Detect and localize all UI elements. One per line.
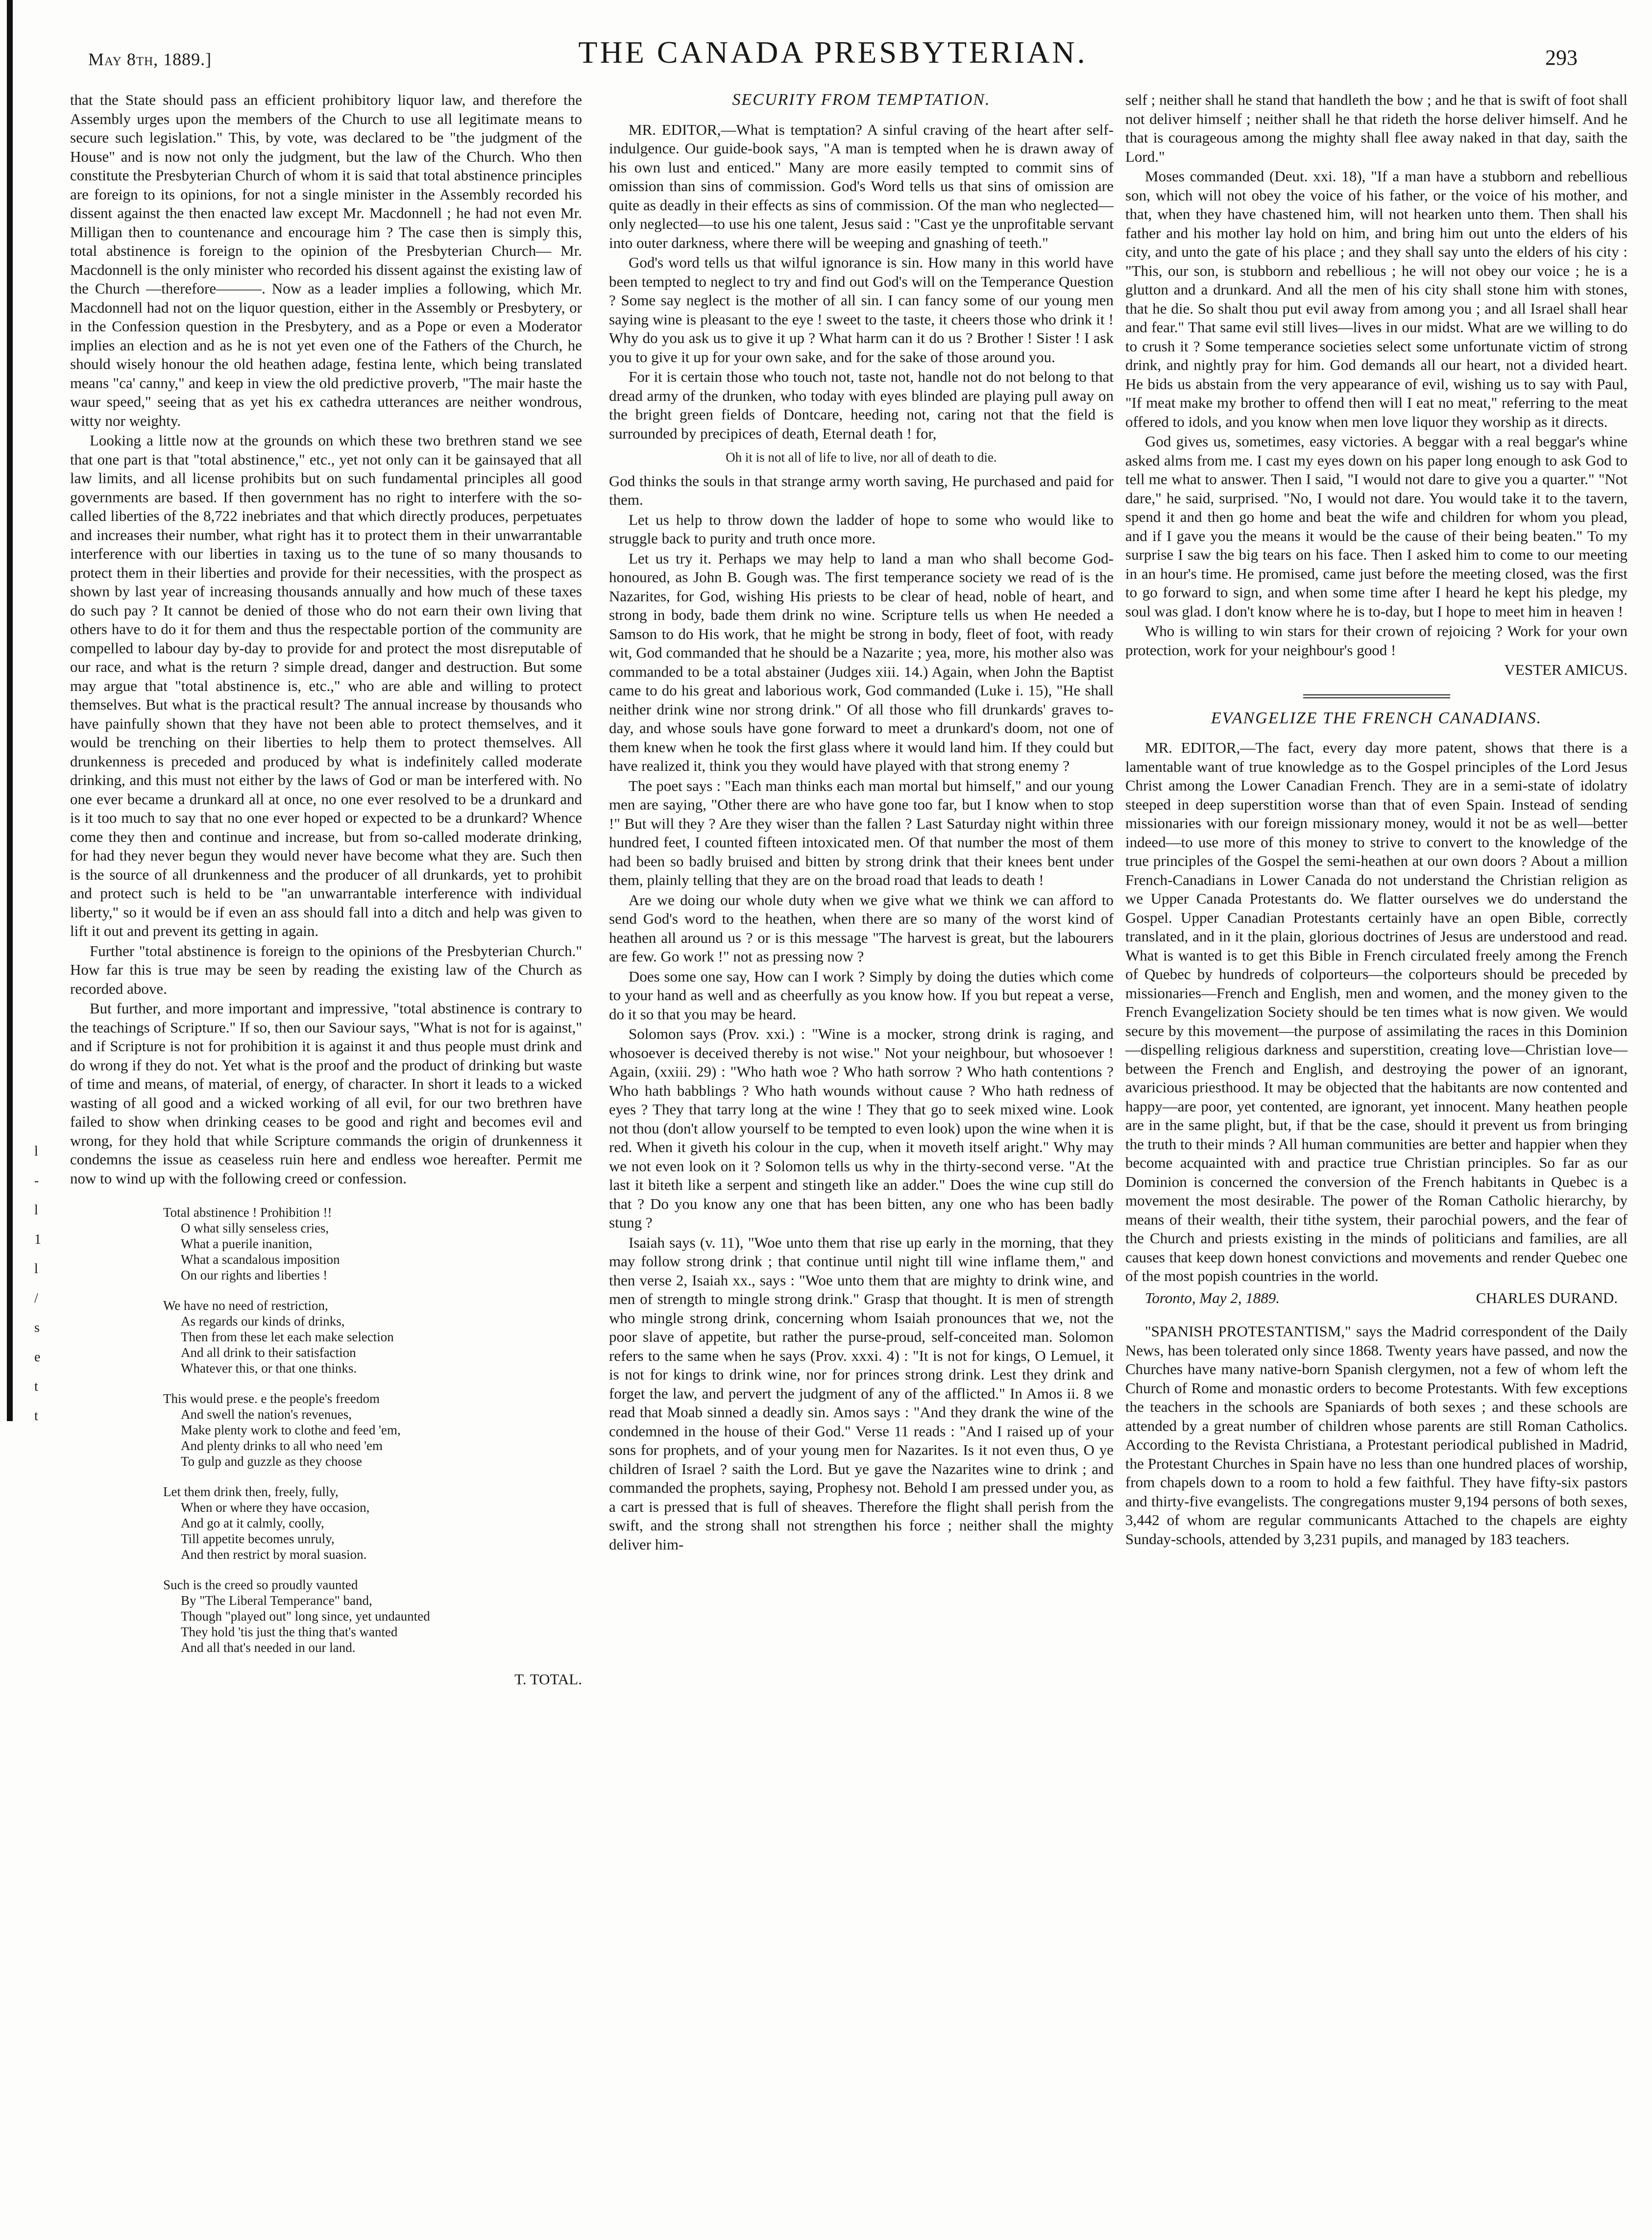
poem-line: By "The Liberal Temperance" band, — [181, 1593, 372, 1608]
col2-paragraph: For it is certain those who touch not, taste not, handle not do not belong to that dread army of the drunken, who today with eyes blinded are playing pull away on the bright green fields of Dontcare, heeding not, caring not that the field is surrounded by precipices of death, Eternal death ! for, — [609, 368, 1114, 442]
page-number: 293 — [1545, 46, 1578, 70]
poem-line: As regards our kinds of drinks, — [181, 1314, 345, 1329]
poem-stanza — [163, 1391, 582, 1469]
col2-paragraph: The poet says : "Each man thinks each man mortal but himself," and our young men are saying, "Other there are who have gone too far, but I know when to stop !" But will they ? Are they wiser than the fallen ? Last Saturday night within three hundred feet, I counted fifteen intoxicated men. Of that number the most of them had been so badly bruised and bitten by strong drink that their knees bent under them, plainly telling that they are on the broad road that leads to death ! — [609, 777, 1114, 888]
poem-line: And go at it calmly, coolly, — [181, 1516, 324, 1530]
column-1 — [70, 91, 582, 1689]
margin-mark: l — [34, 1203, 38, 1218]
margin-marks — [34, 1137, 54, 1431]
poem-line: Total abstinence ! Prohibition !! — [163, 1205, 332, 1220]
col3-paragraph: self ; neither shall he stand that handleth the bow ; and he that is swift of foot shall not deliver himself ; neither shall he that rideth the horse deliver himself. And he that is courageous among the mighty shall flee away naked in that day, saith the Lord." — [1125, 91, 1628, 165]
signature-charles-durand: CHARLES DURAND. — [1476, 1289, 1618, 1306]
poem-stanza — [163, 1484, 582, 1562]
poem-line: On our rights and liberties ! — [181, 1268, 328, 1282]
poem-line: Till appetite becomes unruly, — [181, 1531, 335, 1546]
col2-paragraph: Solomon says (Prov. xxi.) : "Wine is a mocker, strong drink is raging, and whosoever is deceived thereby is not wise." Not your neighbour, but whosoever ! Again, (xxiii. 29) : "Who hath woe ? Who hath sorrow ? Who hath contentions ? Who hath babblings ? Who hath wounds without cause ? Who hath redness of eyes ? They that tarry long at the wine ! They that go to seek mixed wine. Look not thou (don't allow yourself to be tempted to even look) upon the wine when it is red. When it giveth his colour in the cup, when it moveth itself aright." Why may we not even look on it ? Solomon tells us why in the thirty-second verse. "At the last it biteth like a serpent and stingeth like an adder." Does the wine cup still do that ? Do you know any one that has been bitten, any one who has been badly stung ? — [609, 1025, 1114, 1231]
col1-paragraph: Further "total abstinence is foreign to the opinions of the Presbyterian Church." How far this is true may be seen by reading the existing law of the Church as recorded above. — [70, 942, 582, 997]
poem-stanza — [163, 1205, 582, 1283]
section-divider — [1303, 694, 1450, 698]
poem-line: Such is the creed so proudly vaunted — [163, 1577, 358, 1592]
col2-paragraph: Let us try it. Perhaps we may help to land a man who shall become God-honoured, as John B. Gough was. The first temperance society we read of is the Nazarites, for God, wishing His priests to be clear of head, noble of heart, and strong in body, bade them drink no wine. Scripture tells us when He needed a Samson to do His work, that he might be strong in body, fleet of foot, with ready wit, God commanded that he should be a Nazarite ; yea, more, his mother also was commanded to be a total abstainer (Judges xiii. 14.) Again, when John the Baptist came to do his great and laborious work, God commanded (Luke i. 15), "He shall neither drink wine nor strong drink." Of all those who fill drunkards' graves to-day, and whose souls have gone forward to meet a drunkard's doom, not one of them knew when he took the first glass where it would land him. If they could but have realized it, think you they would have played with that strong enemy ? — [609, 549, 1114, 774]
col3-paragraph: Who is willing to win stars for their crown of rejoicing ? Work for your own protection, work for your neighbour's good ! — [1125, 622, 1628, 659]
col2-paragraph: MR. EDITOR,—What is temptation? A sinful craving of the heart after self-indulgence. Our guide-book says, "A man is tempted when he is drawn away of his own lust and enticed." Many are more easily tempted to commit sins of omission than sins of commission. God's Word tells us that sins of omission are quite as deadly in their effects as sins of commission. Of the man who neglected—only neglected—to use his one talent, Jesus said : "Cast ye the unprofitable servant into outer darkness, where there will be weeping and gnashing of teeth." — [609, 121, 1114, 251]
col2-paragraph: Are we doing our whole duty when we give what we think we can afford to send God's word to the heathen, when there are so many of the worst kind of heathen all around us ? or is this message "The harvest is great, but the labourers are few. Go work !" not as pressing now ? — [609, 891, 1114, 965]
margin-mark: l — [34, 1261, 38, 1277]
col2-paragraph: Let us help to throw down the ladder of hope to some who would like to struggle back to purity and truth once more. — [609, 511, 1114, 547]
article-title-security: SECURITY FROM TEMPTATION. — [732, 91, 991, 109]
margin-mark: s — [34, 1320, 40, 1335]
masthead-title: THE CANADA PRESBYTERIAN. — [578, 35, 1088, 70]
dateline — [1145, 1289, 1618, 1308]
poem-line: Though "played out" long since, yet undaunted — [181, 1609, 430, 1624]
dateline-place-date: Toronto, May 2, 1889. — [1145, 1289, 1280, 1306]
poem-line: They hold 'tis just the thing that's wanted — [181, 1625, 398, 1639]
margin-mark: l — [34, 1144, 38, 1159]
poem-line: And all drink to their satisfaction — [181, 1345, 356, 1360]
poem-line: Make plenty work to clothe and feed 'em, — [181, 1423, 401, 1437]
col3-paragraph: "SPANISH PROTESTANTISM," says the Madrid correspondent of the Daily News, has been tolerated only since 1868. Twenty years have passed, and now the Churches have many native-born Spanish clergymen, not a few of whom left the Church of Rome and monastic orders to become Protestants. With few exceptions the teachers in the schools are Spaniards of both sexes ; and these schools are attended by a great number of children whose parents are still Roman Catholics. According to the Revista Christiana, a Protestant periodical published in Madrid, the Protestant Churches in Spain have no less than one hundred places of worship, from chapels down to a room to hold a few faithful. They have fifty-six pastors and thirty-five evangelists. The congregations muster 9,194 persons of both sexes, 3,442 of whom are regular communicants Attached to the chapels are eighty Sunday-schools, attended by 3,231 pupils, and managed by 183 teachers. — [1125, 1323, 1628, 1548]
poem-creed — [163, 1205, 582, 1655]
col2-paragraph: Isaiah says (v. 11), "Woe unto them that rise up early in the morning, that they may follow strong drink ; that continue until night till wine inflame them," and then verse 2, Isaiah xx., says : "Woe unto them that are mighty to drink wine, and men of strength to mingle strong drink." Grasp that thought. It is men of strength who mingle strong drink, concerning whom Isaiah pronounces that we, not the poor slave of appetite, but rather the purse-proud, self-conceited man. Solomon refers to the same when he says (Prov. xxxi. 4) : "It is not for kings, O Lemuel, it is not for kings to drink wine, nor for princes strong drink. Lest they drink and forget the law, and pervert the judgment of any of the afflicted." In Amos ii. 8 we read that Moab sinned a deadly sin. Amos says : "And they drank the wine of the condemned in the house of their God." Verse 11 reads : "And I raised up of your sons for prophets, and of your young men for Nazarites. Is it not even thus, O ye children of Israel ? saith the Lord. But ye gave the Nazarites wine to drink ; and commanded the prophets, saying, Prophesy not. Behold I am pressed under you, as a cart is pressed that is full of sheaves. Therefore the flight shall perish from the swift, and the strong shall not strengthen his force ; neither shall the mighty deliver him- — [609, 1233, 1114, 1553]
margin-mark: 1 — [34, 1232, 41, 1247]
poem-line: And plenty drinks to all who need 'em — [181, 1438, 383, 1453]
margin-mark: t — [34, 1379, 38, 1394]
poem-line: When or where they have occasion, — [181, 1500, 370, 1515]
poem-line: We have no need of restriction, — [163, 1298, 328, 1313]
poem-stanza — [163, 1577, 582, 1655]
column-3 — [1125, 91, 1628, 1549]
poem-line: Whatever this, or that one thinks. — [181, 1361, 357, 1376]
poem-line: And all that's needed in our land. — [181, 1640, 356, 1655]
col2-paragraph: Does some one say, How can I work ? Simply by doing the duties which come to your hand as well and as cheerfully as you know how. If you but repeat a verse, do it so that you may be heard. — [609, 967, 1114, 1023]
signature-vester-amicus: VESTER AMICUS. — [1504, 661, 1628, 678]
scan-edge-bar — [7, 0, 13, 1421]
margin-mark: e — [34, 1350, 41, 1365]
signature-t-total: T. TOTAL. — [514, 1671, 582, 1688]
column-2 — [609, 91, 1114, 1554]
col2-paragraph: God thinks the souls in that strange army worth saving, He purchased and paid for them. — [609, 472, 1114, 508]
poem-line: And swell the nation's revenues, — [181, 1407, 352, 1422]
poem-line: O what silly senseless cries, — [181, 1221, 329, 1235]
col1-paragraph: Looking a little now at the grounds on which these two brethren stand we see that one part is that "total abstinence," etc., yet not only can it be gainsayed that all law limits, and all license prohibits but on such fundamental principles all good governments are based. If then government has no right to interfere with the so-called liberties of the 8,722 inebriates and that which directly produces, perpetuates and increases their number, what right has it to protect them in their unwarrantable interference with our liberties in taxing us to the tune of so many thousands to protect them in their liberties and provide for their necessities, with the prospect as shown by last year of increasing thousands annually and how much of these taxes do such pay ? It cannot be denied of those who do not earn their own living that others have to do it for them and thus the respectable portion of the community are compelled to labour day by-day to provide for and protect the most disreputable of our race, and what is the return ? simple dread, danger and destruction. But some may argue that "total abstinence is, etc.," who are able and willing to protect themselves. But what is the practical result? The annual increase by thousands who have painfully shown that they have not been able to protect themselves, and it would be trenching on their liberties to help them to protect themselves. All drunkenness is preceded and produced by what is indefinitely called moderate drinking, and this must not either by the laws of God or man be interfered with. No one ever became a drunkard all at once, no one ever resolved to be a drunkard and is it too much to say that no one ever hoped or expected to be a drunkard? Whence come they then and continue and increase, but from so-called moderate drinking, for had they never begun they would never have become what they are. Such then is the source of all drunkenness and the producer of all drunkards, yet to prohibit and protect such is held to be "an unwarrantable interference with individual liberty," so it would be if even an ass should fall into a ditch and help was given to lift it out and prevent its getting in again. — [70, 432, 582, 939]
poem-line: This would prese. e the people's freedom — [163, 1391, 380, 1406]
margin-mark: t — [34, 1408, 38, 1424]
poem-line: To gulp and guzzle as they choose — [181, 1454, 362, 1469]
poetic-quote: Oh it is not all of life to live, nor all of death to die. — [726, 450, 997, 465]
col1-paragraph: that the State should pass an efficient prohibitory liquor law, and therefore the Assembly urges upon the members of the Church to use all legitimate means to secure such legislation." This, by vote, was declared to be "the judgment of the House" and is now not only the judgment, but the law of the Church. Who then constitute the Presbyterian Church of whom it is said that total abstinence principles are foreign to its opinions, for not a single minister in the Assembly recorded his dissent against the then enacted law except Mr. Macdonnell ; he had not even Mr. Milligan then to countenance and encourage him ? The case then is simply this, total abstinence is foreign to the opinion of the Presbyterian Church— Mr. Macdonnell is the only minister who recorded his dissent against the existing law of the Church —therefore———. Now as a leader implies a following, which Mr. Macdonnell had not on the liquor question, either in the Assembly or Presbytery, or in the Confession question in the Presbytery, and as a Pope or even a Moderator implies an election and as he is not yet even one of the Fathers of the Church, he should wisely honour the old heathen adage, festina lente, which being translated means "ca' canny," and keep in view the old predictive proverb, "The mair haste the waur speed," seeing that as yet his ex cathedra utterances are neither wondrous, witty nor weighty. — [70, 91, 582, 429]
col3-paragraph: Moses commanded (Deut. xxi. 18), "If a man have a stubborn and rebellious son, which will not obey the voice of his father, or the voice of his mother, and that, when they have chastened him, will not hearken unto them. Then shall his father and his mother lay hold on him, and bring him out unto the elders of his city, and unto the gate of his place ; and they shall say unto the elders of his city : "This, our son, is stubborn and rebellious ; he will not obey our voice ; he is a glutton and a drunkard. And all the men of his city shall stone him with stones, that he die. So shalt thou put evil away from among you ; and all Israel shall hear and fear." That same evil still lives—lives in our midst. What are we willing to do to crush it ? Some temperance societies select some unfortunate victim of strong drink, and nightly pray for him. God demands all our heart, not a divided heart. He bids us abstain from the very appearance of evil, wishing us to say with Paul, "If meat make my brother to offend then will I eat no meat," referring to the meat offered to idols, and you know when men love liquor they worship as it directs. — [1125, 168, 1628, 430]
poem-line: Let them drink then, freely, fully, — [163, 1484, 339, 1499]
col3-paragraph: MR. EDITOR,—The fact, every day more patent, shows that there is a lamentable want of true knowledge as to the Gospel principles of the Lord Jesus Christ among the Lower Canadian French. They are in a semi-state of idolatry steeped in deep superstition worse than that of even Spain. Instead of sending missionaries with our foreign missionary money, would it not be as well—better indeed—to use more of this money to strive to convert to the knowledge of the true principles of the Gospel the semi-heathen at our own doors ? About a million French-Canadians in Lower Canada do not understand the Christian religion as we Upper Canada Protestants do. We flatter ourselves we do understand the Gospel. Upper Canadian Protestants certainly have an open Bible, correctly translated, and in it the plain, glorious doctrines of Jesus are understood and read. What is wanted is to get this Bible in French circulated freely among the French of Quebec by hundreds of colporteurs—the colporteurs should be preceded by missionaries—French and English, men and women, and the money given to the French Evangelization Society should be ten times what is now given. We would secure by this movement—the purpose of assimilating the races in this Dominion—dispelling religious darkness and superstition, creating love—Christian love—between the French and English, and destroying the power of an ignorant, avaricious priesthood. It may be objected that the habitants are now contented and happy—are poor, yet contented, are ignorant, yet innocent. Many heathen people are in the same plight, but, if that be the case, should it prevent us from bringing the truth to their minds ? All human communities are better and happier when they become acquainted with and practice true Christian principles. So far as our Dominion is concerned the conversion of the French habitants in Quebec is a movement the most desirable. The power of the Roman Catholic hierarchy, by means of their wealth, their tithe system, their parochial powers, and the fear of the Church and priests existing in the minds of politicians and families, are all causes that keep down honest convictions and movements and render Quebec one of the most popish countries in the world. — [1125, 739, 1628, 1284]
poem-line: Then from these let each make selection — [181, 1329, 394, 1344]
issue-date: May 8th, 1889.] — [88, 49, 212, 69]
poem-line: What a scandalous imposition — [181, 1252, 340, 1267]
col3-paragraph: God gives us, sometimes, easy victories. A beggar with a real beggar's whine asked alms from me. I cast my eyes down on his paper long enough to ask God to tell me what to answer. Then I said, "I would not dare to give you a quarter." "Not dare," he said, surprised. "No, I would not dare. You would take it to the tavern, spend it and then go home and beat the wife and children for whom you plead, and if I gave you the means it would be the cause of their being beaten." To my surprise I saw the big tears on his face. Then I asked him to come to our meeting in an hour's time. He promised, came just before the meeting closed, was the first to go forward to sign, and when some time after I heard he kept his pledge, my soul was glad. I don't know where he is to-day, but I hope to meet him in heaven ! — [1125, 433, 1628, 620]
col1-paragraph: But further, and more important and impressive, "total abstinence is contrary to the teachings of Scripture." If so, then our Saviour says, "What is not for is against," and if Scripture is not for prohibition it is against it and thus people must drink and do wrong if they do not. Yet what is the proof and the product of drinking but waste of time and means, of material, of energy, of character. In short it leads to a wicked wasting of all good and a wicked working of all evil, for our two brethren have failed to show when drinking ceases to be good and right and becomes evil and wrong, for they hold that while Scripture commands the origin of drunkenness it condemns the issue as ceaseless ruin here and endless woe hereafter. Permit me now to wind up with the following creed or confession. — [70, 1000, 582, 1187]
poem-line: What a puerile inanition, — [181, 1236, 313, 1251]
article-title-evangelize: EVANGELIZE THE FRENCH CANADIANS. — [1211, 709, 1542, 727]
margin-mark: - — [34, 1173, 39, 1188]
page-header — [88, 34, 1578, 78]
margin-mark: / — [34, 1291, 38, 1306]
poem-line: And then restrict by moral suasion. — [181, 1547, 367, 1562]
poem-stanza — [163, 1298, 582, 1376]
col2-paragraph: God's word tells us that wilful ignorance is sin. How many in this world have been tempted to neglect to try and find out God's will on the Temperance Question ? Some say neglect is the mother of all sin. I can fancy some of our young men saying wine is pleasant to the eye ! sweet to the taste, it cheers those who drink it ! Why do you ask us to give it up ? What harm can it do us ? Brother ! Sister ! I ask you to give it up for your own sake, and for the sake of those around you. — [609, 254, 1114, 366]
